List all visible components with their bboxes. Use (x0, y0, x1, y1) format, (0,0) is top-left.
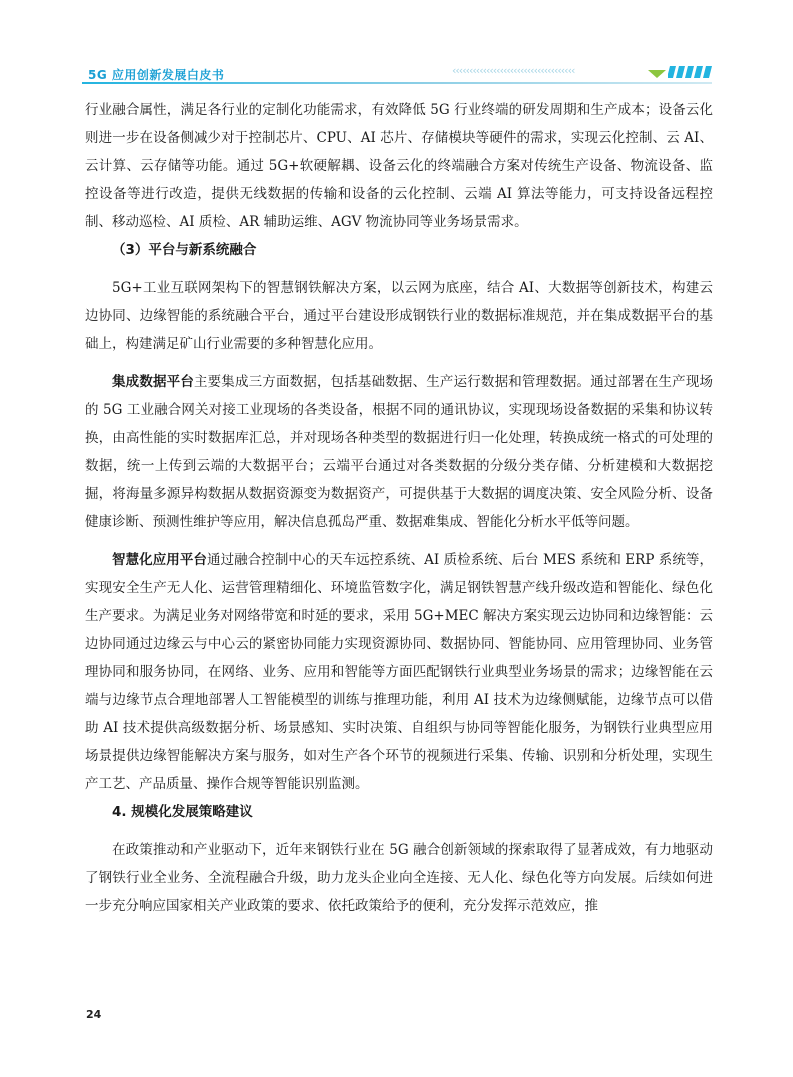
paragraph-strategy: 在政策推动和产业驱动下，近年来钢铁行业在 5G 融合创新领域的探索取得了显著成效，有力地驱动了钢铁行业全业务、全流程融合升级，助力龙头企业向全连接、无人化、绿色化等方向发展。后续如何进一步充分响应国家相关产业政策的要求、依托政策给予的便利，充分发挥示范效应，推 (85, 842, 713, 914)
paragraph-smart-app-platform-body: 通过融合控制中心的天车远控系统、AI 质检系统、后台 MES 系统和 ERP 系统等，实现安全生产无人化、运营管理精细化、环境监管数字化，满足钢铁智慧产线升级改造和智能化、绿色化生产要求。为满足业务对网络带宽和时延的要求，采用 5G+MEC 解决方案实现云边协同和边缘智能：云边协同通过边缘云与中心云的紧密协同能力实现资源协同、数据协同、智能协同、应用管理协同、业务管理协同和服务协同，在网络、业务、应用和智能等方面匹配钢铁行业典型业务场景的需求；边缘智能在云端与边缘节点合理地部署人工智能模型的训练与推理功能，利用 AI 技术为边缘侧赋能，边缘节点可以借助 AI 技术提供高级数据分析、场景感知、实时决策、自组织与协同等智能化服务，为钢铁行业典型应用场景提供边缘智能解决方案与服务，如对生产各个环节的视频进行采集、传输、识别和分析处理，实现生产工艺、产品质量、操作合规等智能识别监测。 (85, 552, 713, 792)
paragraph-continuation: 行业融合属性，满足各行业的定制化功能需求，有效降低 5G 行业终端的研发周期和生产成本；设备云化则进一步在设备侧减少对于控制芯片、CPU、AI 芯片、存储模块等硬件的需求，实现云化控制、云 AI、云计算、云存储等功能。通过 5G+软硬解耦、设备云化的终端融合方案对传统生产设备、物流设备、监控设备等进行改造，提供无线数据的传输和设备的云化控制、云端 AI 算法等能力，可支持设备远程控制、移动巡检、AI 质检、AR 辅助运维、AGV 物流协同等业务场景需求。 (85, 102, 713, 230)
section-heading-3: （3）平台与新系统融合 (112, 242, 257, 258)
paragraph-data-platform (85, 368, 713, 536)
document-title: 5G 应用创新发展白皮书 (88, 68, 225, 82)
chevron-decoration-icon: ‹‹‹‹‹‹‹‹‹‹‹‹‹‹‹‹‹‹‹‹‹‹‹‹‹‹‹‹‹‹‹‹‹‹‹‹ (452, 64, 575, 77)
lead-term-data-platform: 集成数据平台 (112, 374, 194, 390)
paragraph-data-platform-body: 主要集成三方面数据，包括基础数据、生产运行数据和管理数据。通过部署在生产现场的 5G 工业融合网关对接工业现场的各类设备，根据不同的通讯协议，实现现场设备数据的采集和协议转换，由高性能的实时数据库汇总，并对现场各种类型的数据进行归一化处理，转换成统一格式的可处理的数据，统一上传到云端的大数据平台；云端平台通过对各类数据的分级分类存储、分析建模和大数据挖掘，将海量多源异构数据从数据资源变为数据资产，可提供基于大数据的调度决策、安全风险分析、设备健康诊断、预测性维护等应用，解决信息孤岛严重、数据难集成、智能化分析水平低等问题。 (85, 374, 714, 530)
header-rule (82, 82, 712, 84)
triangle-icon (648, 70, 666, 78)
page-header (0, 0, 793, 95)
page-body (85, 96, 713, 920)
lead-term-smart-app-platform: 智慧化应用平台 (112, 552, 207, 568)
section-heading-4: 4. 规模化发展策略建议 (112, 804, 253, 820)
paragraph-smart-app-platform (85, 546, 713, 798)
page-number: 24 (86, 1008, 102, 1021)
bars-decoration-icon (668, 66, 712, 80)
paragraph-platform-intro: 5G+工业互联网架构下的智慧钢铁解决方案，以云网为底座，结合 AI、大数据等创新技术，构建云边协同、边缘智能的系统融合平台，通过平台建设形成钢铁行业的数据标准规范，并在集成数据平台的基础上，构建满足矿山行业需要的多种智慧化应用。 (85, 280, 713, 352)
